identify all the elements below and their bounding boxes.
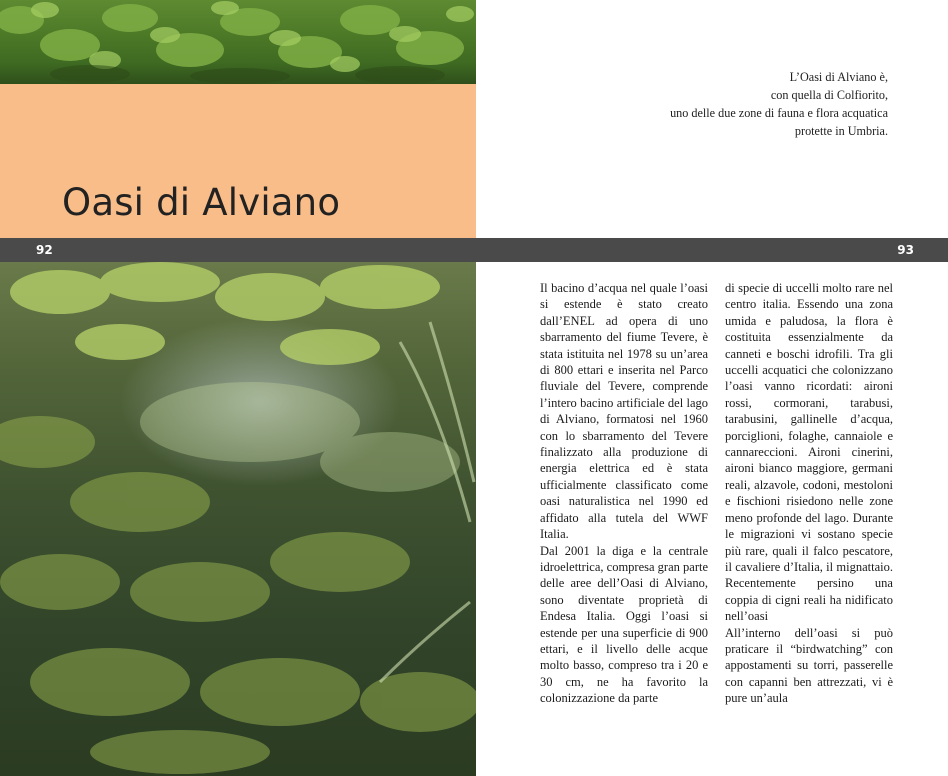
article-paragraph: All’interno dell’oasi si può praticare il “birdwatching” con appostamenti su torri, passerelle con capanni ben attrezzati, vi è pure un’aula xyxy=(725,625,893,706)
page-title: Oasi di Alviano xyxy=(62,181,341,224)
text-column-1 xyxy=(540,280,708,707)
foliage-illustration xyxy=(0,0,476,84)
lake-illustration xyxy=(0,262,476,776)
text-column-2 xyxy=(725,280,893,707)
article-paragraph: Il bacino d’acqua nel quale l’oasi si estende è stato creato dall’ENEL ad opera di uno sbarramento del fiume Tevere, è stata istituita nel 1978 su un’area di 800 ettari e inserita nel Parco fluviale del Tevere, comprende l’intero bacino artificiale del lago di Alviano, formatosi nel 1960 con lo sbarramento del Tevere finalizzato alla produzione di energia elettrica ed è stata ufficialmente classificato come oasi naturalistica nel 1990 ed affidato alla tutela del WWF Italia. xyxy=(540,281,708,542)
page-number-right: 93 xyxy=(897,243,914,257)
article-paragraph: Dal 2001 la diga e la centrale idroelettrica, compresa gran parte delle aree dell’Oasi di Alviano, sono diventate proprietà di Endesa Italia. Oggi l’oasi si estende per una superficie di 900 ettari, e il livello delle acque molto basso, compreso tra i 20 e 30 cm, ne ha favorito la colonizzazione da parte xyxy=(540,543,708,706)
foliage-photo xyxy=(0,0,476,84)
article-paragraph: di specie di uccelli molto rare nel centro italia. Essendo una zona umida e paludosa, la flora è costituita essenzialmente da canneti e boschi idrofili. Tra gli uccelli acquatici che colonizzano l’oasi vanno ricordati: aironi rossi, cormorani, tarabusi, tarabusini, gallinelle d’acqua, porciglioni, folaghe, cannaiole e cannareccioni. Aironi cinerini, aironi bianco maggiore, germani reali, alzavole, codoni, mestoloni e fischioni risiedono nelle zone meno profonde del lago. Durante le migrazioni vi sostano specie più rare, quali il falco pescatore, il cavaliere d’Italia, il mignattaio. Recentemente persino una coppia di cigni reali ha nidificato nell’oasi xyxy=(725,281,893,624)
page-number-left: 92 xyxy=(36,243,53,257)
photo-caption: L’Oasi di Alviano è, con quella di Colfiorito, uno delle due zone di fauna e flora acquatica protette in Umbria. xyxy=(670,70,888,138)
lake-photo xyxy=(0,262,476,776)
